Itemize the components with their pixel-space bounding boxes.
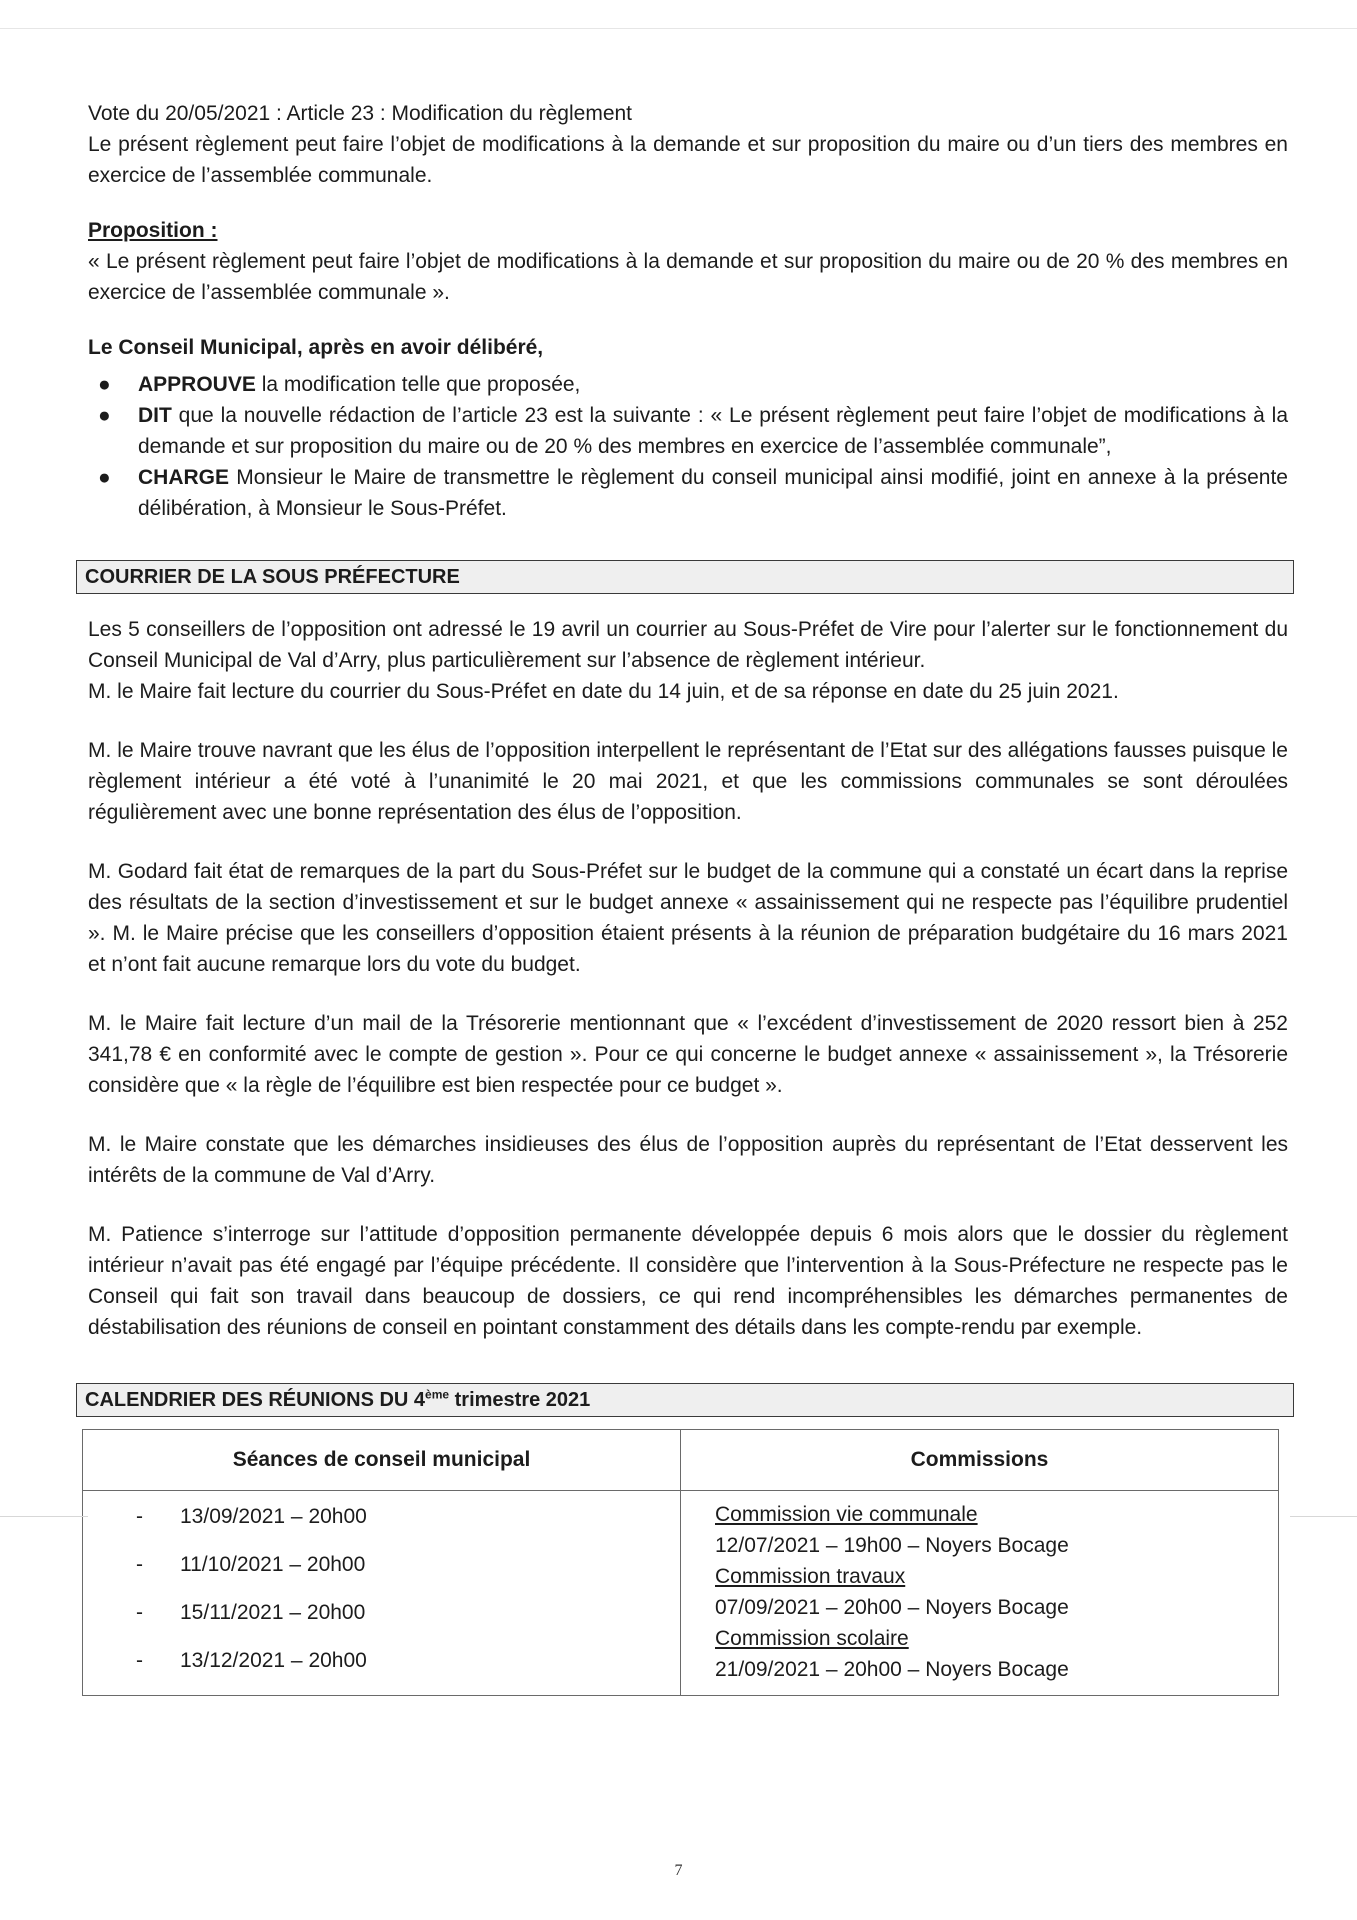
- bullet-icon: ●: [98, 373, 111, 396]
- commission-date: 12/07/2021 – 19h00 – Noyers Bocage: [715, 1534, 1069, 1557]
- courrier-paragraph: M. Patience s’interroge sur l’attitude d’opposition permanente développée depuis 6 mois alors que le dossier du règlement intérieur n’avait pas été engagé par l’équipe précédente. Il considère que l’intervention à la Sous-Préfecture ne respecte pas le Conseil qui fait son travail dans beaucoup de dossiers, ce qui rend incompréhensibles les démarches permanentes de déstabilisation des réunions de conseil en pointant constamment des détails dans les compte-rendu par exemple.: [88, 1223, 1288, 1339]
- list-item: - 11/10/2021 – 20h00: [136, 1553, 366, 1576]
- courrier-paragraph: M. le Maire fait lecture d’un mail de la Trésorerie mentionnant que « l’excédent d’investissement de 2020 ressort bien à 252 341,78 € en conformité avec le compte de gestion ». Pour ce qui concerne le budget annexe « assainissement », la Trésorerie considère que « la règle de l’équilibre est bien respectée pour ce budget ».: [88, 1012, 1288, 1097]
- seances-cell: [83, 1491, 681, 1696]
- vote-text: Le présent règlement peut faire l’objet de modifications à la demande et sur proposition du maire ou d’un tiers des membres en exercice de l’assemblée communale.: [88, 133, 1288, 187]
- commission-name: Commission vie communale: [715, 1503, 978, 1526]
- courrier-paragraph: Les 5 conseillers de l’opposition ont adressé le 19 avril un courrier au Sous-Préfet de Vire pour l’alerter sur le fonctionnement du Conseil Municipal de Val d’Arry, plus particulièrement sur l’absence de règlement intérieur.: [88, 618, 1288, 672]
- vote-heading: Vote du 20/05/2021 : Article 23 : Modification du règlement: [88, 102, 633, 125]
- decision-item: ● CHARGE Monsieur le Maire de transmettre le règlement du conseil municipal ainsi modifié, joint en annexe à la présente délibération, à Monsieur le Sous-Préfet.: [88, 462, 1288, 524]
- conseil-intro: Le Conseil Municipal, après en avoir délibéré,: [88, 336, 544, 359]
- scan-rule-right: [1290, 1516, 1357, 1517]
- table-row: [83, 1491, 1279, 1696]
- calendrier-section-title: CALENDRIER DES RÉUNIONS DU 4ème trimestre 2021: [76, 1383, 1294, 1417]
- list-item: - 15/11/2021 – 20h00: [136, 1601, 366, 1624]
- list-item: - 13/09/2021 – 20h00: [136, 1505, 367, 1528]
- page-number: 7: [674, 1862, 683, 1879]
- column-header-commissions: Commissions: [681, 1430, 1279, 1491]
- courrier-paragraph: M. Godard fait état de remarques de la part du Sous-Préfet sur le budget de la commune qui a constaté un écart dans la reprise des résultats de la section d’investissement et sur le budget annexe « assainissement qui ne respecte pas l’équilibre prudentiel ». M. le Maire précise que les conseillers d’opposition étaient présents à la réunion de préparation budgétaire du 16 mars 2021 et n’ont fait aucune remarque lors du vote du budget.: [88, 860, 1288, 976]
- commission-date: 21/09/2021 – 20h00 – Noyers Bocage: [715, 1658, 1069, 1681]
- calendar-table: [82, 1429, 1279, 1696]
- courrier-paragraph: M. le Maire constate que les démarches insidieuses des élus de l’opposition auprès du représentant de l’Etat desservent les intérêts de la commune de Val d’Arry.: [88, 1133, 1288, 1187]
- commission-date: 07/09/2021 – 20h00 – Noyers Bocage: [715, 1596, 1069, 1619]
- courrier-paragraph: M. le Maire trouve navrant que les élus de l’opposition interpellent le représentant de l’Etat sur des allégations fausses puisque le règlement intérieur a été voté à l’unanimité le 20 mai 2021, et que les commissions communales se sont déroulées régulièrement avec une bonne représentation des élus de l’opposition.: [88, 739, 1288, 824]
- proposition-text: « Le présent règlement peut faire l’objet de modifications à la demande et sur proposition du maire ou de 20 % des membres en exercice de l’assemblée communale ».: [88, 250, 1288, 304]
- table-header-row: [83, 1430, 1279, 1491]
- scan-rule-left: [0, 1516, 88, 1517]
- bullet-icon: ●: [98, 404, 111, 427]
- decision-item: ● APPROUVE la modification telle que proposée,: [88, 369, 1288, 400]
- courrier-paragraph: M. le Maire fait lecture du courrier du Sous-Préfet en date du 14 juin, et de sa réponse en date du 25 juin 2021.: [88, 680, 1119, 703]
- commission-name: Commission travaux: [715, 1565, 906, 1588]
- decision-item: ● DIT que la nouvelle rédaction de l’article 23 est la suivante : « Le présent règlement peut faire l’objet de modifications à la demande et sur proposition du maire ou de 20 % des membres en exercice de l’assemblée communale”,: [88, 400, 1288, 462]
- bullet-icon: ●: [98, 466, 111, 489]
- commissions-cell: [681, 1491, 1279, 1696]
- commission-name: Commission scolaire: [715, 1627, 909, 1650]
- proposition-heading: Proposition :: [88, 219, 218, 242]
- document-body: [85, 98, 1288, 1696]
- column-header-seances: Séances de conseil municipal: [83, 1430, 681, 1491]
- page-top-rule: [0, 28, 1357, 29]
- courrier-section-title: COURRIER DE LA SOUS PRÉFECTURE: [76, 560, 1294, 594]
- decision-list: [88, 369, 1288, 524]
- list-item: - 13/12/2021 – 20h00: [136, 1649, 367, 1672]
